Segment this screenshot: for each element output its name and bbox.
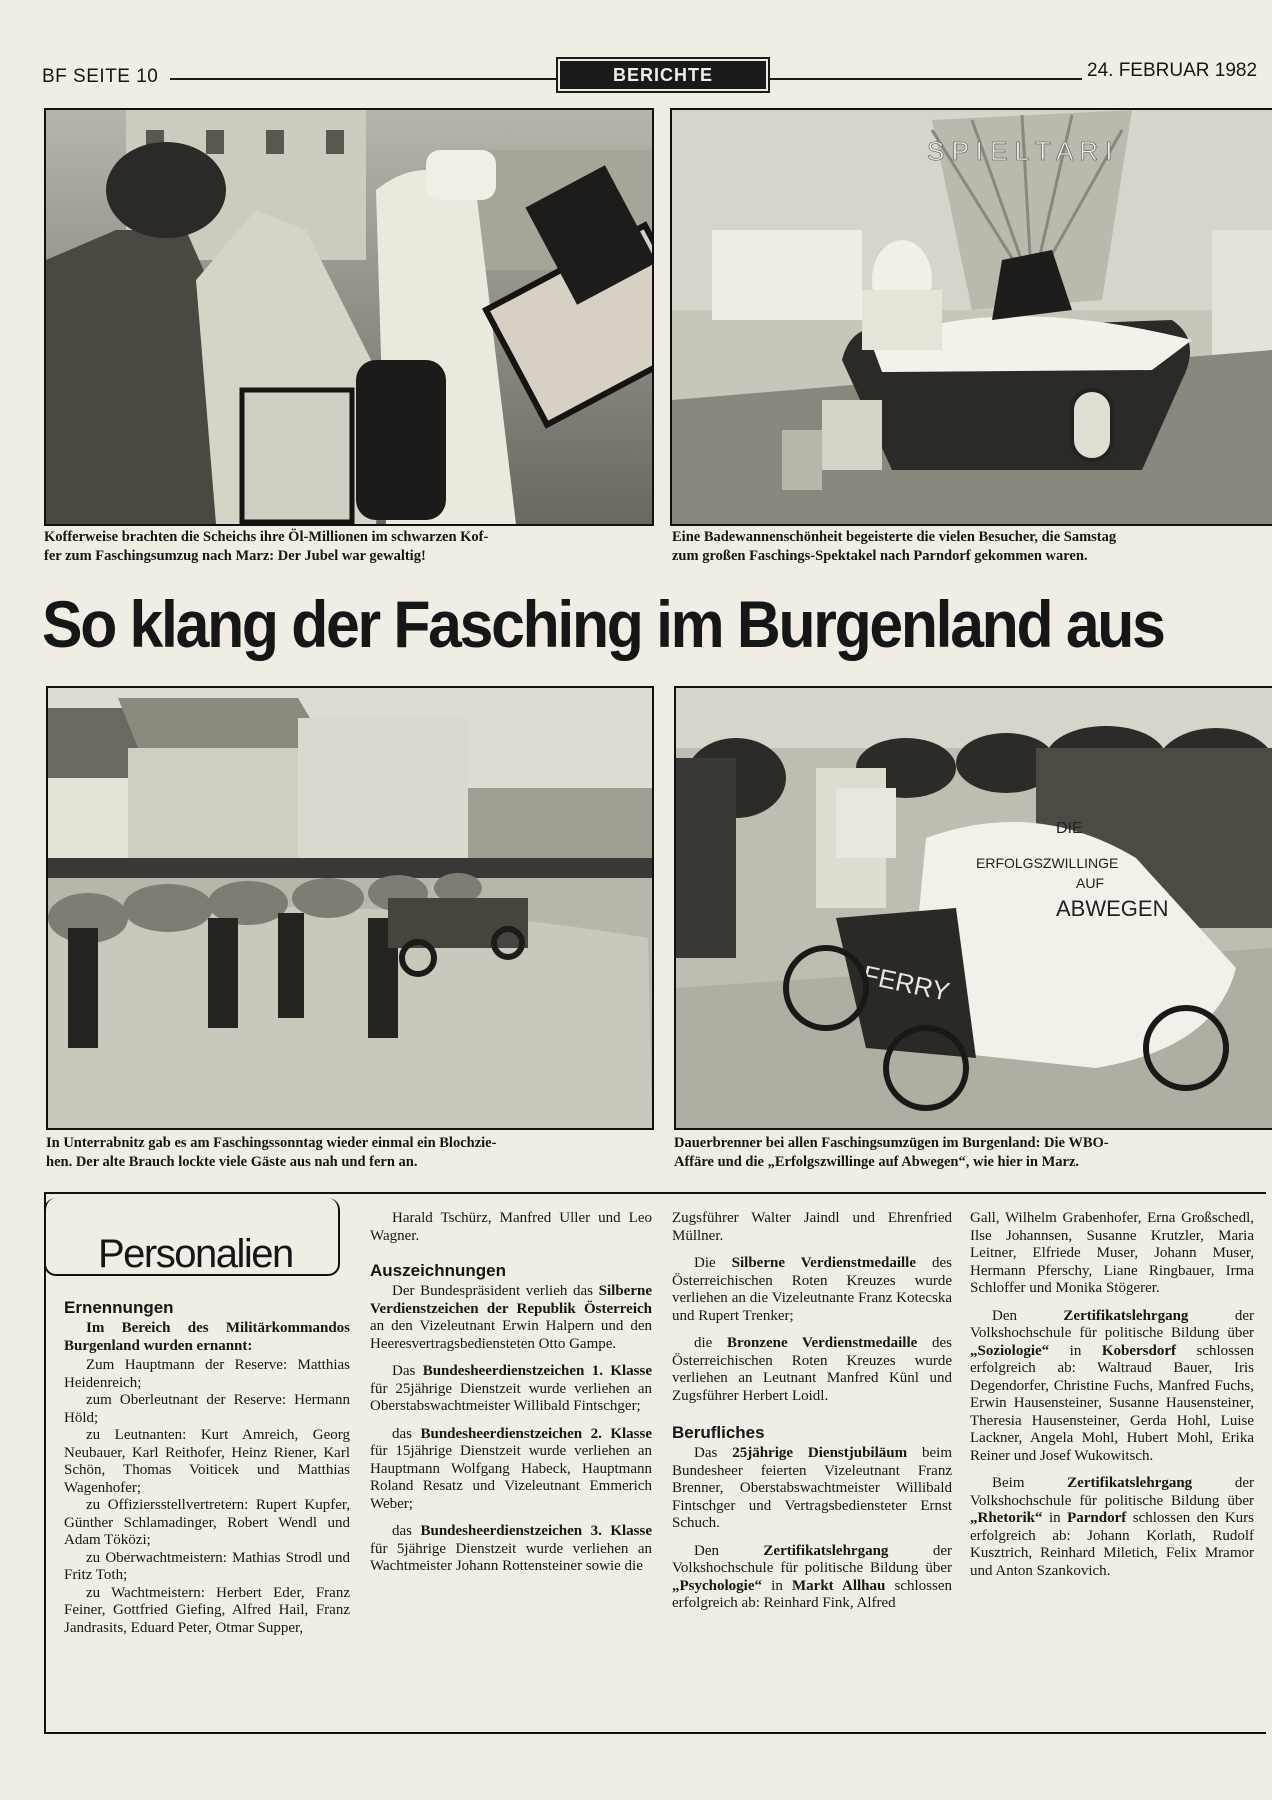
bold-run: Bundesheerdienstzeichen 3. Klasse: [420, 1523, 652, 1539]
lehrgang-para: [970, 1308, 1254, 1466]
caption-line: Eine Badewannenschönheit begeisterte die vielen Besucher, die Samstag: [672, 529, 1117, 545]
caption-line: Dauerbrenner bei allen Faschingsumzügen im Burgenland: Die WBO-: [674, 1135, 1109, 1151]
sign-line-4: ABWEGEN: [1056, 896, 1169, 921]
caption-line: Affäre und die „Erfolgszwillinge auf Abwegen“, wie hier in Marz.: [674, 1154, 1080, 1170]
text-run: das: [392, 1425, 421, 1442]
bold-run: Silberne Verdienstmedaille: [731, 1255, 916, 1271]
bold-run: Zertifikatslehrgang: [763, 1542, 889, 1559]
header-rule-right: [768, 78, 1082, 80]
text-run: an den Vizeleutnant Erwin Halpern und den Heeresvertragsbediensteten Otto Gampe.: [370, 1318, 652, 1352]
text-run: der Volkshochschule für politische Bildung über: [672, 1542, 952, 1576]
text-run: für 25jährige Dienstzeit wurde verliehen an Oberstabswachtmeister Willibald Fintschger;: [370, 1380, 652, 1414]
text-run: in: [1042, 1510, 1068, 1526]
ernennung-para: zu Oberwachtmeistern: Mathias Strodl und Fritz Toth;: [64, 1549, 350, 1583]
caption-line: Kofferweise brachten die Scheichs ihre Öl-Millionen im schwarzen Kof-: [44, 529, 489, 545]
cart-text: FERRY: [860, 959, 953, 1007]
medaille-para: [672, 1335, 952, 1405]
lehrgang-para: [970, 1475, 1254, 1580]
heading-berufliches: Berufliches: [672, 1423, 765, 1442]
text-run: des Österreichischen Roten Kreuzes wurde verliehen an Leutnant Manfred Künl und Zugsführer Herbert Loidl.: [672, 1335, 953, 1404]
col2-lead: Harald Tschürz, Manfred Uller und Leo Wagner.: [370, 1210, 652, 1244]
photo-blochziehen-image: [48, 688, 652, 1128]
ernennungen-intro: Im Bereich des Militärkommandos Burgenland wurden ernannt:: [64, 1320, 350, 1354]
text-run: schlossen erfolgreich ab: Reinhard Fink, Alfred: [672, 1577, 952, 1611]
text-run: Den: [992, 1307, 1064, 1324]
bold-run: Silberne Verdienstzeichen der Republik Österreich: [370, 1283, 652, 1317]
text-run: Beim: [992, 1475, 1068, 1491]
text-run: des Österreichischen Roten Kreuzes wurde verliehen an die Vizeleutnante Franz Kotecska und Rupert Trenker;: [672, 1255, 952, 1324]
auszeichnung-para: [370, 1523, 652, 1576]
auszeichnung-para: [370, 1363, 652, 1416]
caption-blochziehen: [46, 1134, 656, 1172]
bold-run: Kobersdorf: [1101, 1342, 1177, 1359]
auszeichnung-para: [370, 1426, 652, 1514]
bold-run: Markt Allhau: [792, 1577, 886, 1594]
caption-scheichs: [44, 528, 654, 566]
text-run: Das: [392, 1363, 423, 1379]
photo-scheichs: [44, 108, 654, 526]
sign-line-1: DIE: [1056, 820, 1083, 837]
bold-run: Bronzene Verdienstmedaille: [727, 1335, 918, 1351]
issue-date: 24. FEBRUAR 1982: [1087, 60, 1258, 81]
header-rule-left: [170, 78, 556, 80]
text-run: beim Bundesheer feierten Vizeleutnant Franz Brenner, Oberstabswachtmeister Willibald Fintschger und Vertragsbediensteter Ernst Schuch.: [672, 1445, 952, 1531]
photo-erfolgszwillinge-image: [676, 688, 1272, 1128]
ernennung-para: zu Offiziersstellvertretern: Rupert Kupfer, Günther Schlamadinger, Robert Wendl und Adam Töközi;: [64, 1497, 350, 1548]
beruf-para: [672, 1445, 952, 1533]
text-run: Den: [694, 1542, 764, 1559]
text-run: der Volkshochschule für politische Bildung über: [970, 1475, 1254, 1509]
headline: So klang der Fasching im Burgenland aus: [42, 587, 1164, 661]
bold-run: Zertifikatslehrgang: [1063, 1307, 1189, 1324]
bold-run: 25jährige Dienstjubiläum: [732, 1445, 908, 1461]
caption-line: fer zum Faschingsumzug nach Marz: Der Jubel war gewaltig!: [44, 548, 426, 564]
bold-run: Bundesheerdienstzeichen 1. Klasse: [422, 1363, 652, 1379]
photo-banner-text: S P I E L T A R I: [927, 136, 1113, 166]
caption-line: In Unterrabnitz gab es am Faschingssonntag wieder einmal ein Blochzie-: [46, 1135, 497, 1151]
sign-line-2: ERFOLGSZWILLINGE: [976, 855, 1119, 871]
col4-lead: Gall, Wilhelm Grabenhofer, Erna Großschedl, Ilse Johannsen, Susanne Krutzler, Maria Leitner, Elfriede Muser, Johann Muser, Hermann Pferschy, Liane Ringbauer, Irma Schloffer und Monika Stögerer.: [970, 1210, 1254, 1296]
text-run: für 15jährige Dienstzeit wurde verliehen an Hauptmann Wolfgang Habeck, Hauptmann Roland Resatz und Vizeleutnant Emmerich Weber;: [370, 1443, 652, 1512]
text-run: in: [1049, 1342, 1102, 1359]
personalien-col-2: [370, 1210, 652, 1586]
bold-run: Bundesheerdienstzeichen 2. Klasse: [420, 1425, 652, 1442]
heading-ernennungen: Ernennungen: [64, 1298, 174, 1317]
photo-erfolgszwillinge: [674, 686, 1272, 1130]
ernennung-para: zu Wachtmeistern: Herbert Eder, Franz Feiner, Gottfried Giefing, Alfred Hail, Franz Jandrasits, Eduard Peter, Otmar Supper,: [64, 1584, 350, 1636]
text-run: Das: [694, 1445, 733, 1461]
text-run: in: [762, 1577, 792, 1594]
page-header: [0, 0, 1272, 100]
photo-blochziehen: [46, 686, 654, 1130]
col3-lead: Zugsführer Walter Jaindl und Ehrenfried Müllner.: [672, 1210, 952, 1244]
bold-run: Zertifikatslehrgang: [1067, 1475, 1193, 1491]
photo-badewanne: [670, 108, 1272, 526]
caption-line: hen. Der alte Brauch lockte viele Gäste aus nah und fern an.: [46, 1154, 418, 1170]
photo-scheichs-image: [46, 110, 652, 524]
auszeichnung-para: [370, 1283, 652, 1353]
heading-auszeichnungen: Auszeichnungen: [370, 1261, 507, 1280]
caption-badewanne: [672, 528, 1270, 566]
bold-run: „Soziologie“: [970, 1342, 1050, 1359]
personalien-col-1: [64, 1298, 350, 1637]
beruf-para: [672, 1543, 952, 1613]
caption-line: zum großen Faschings-Spektakel nach Parndorf gekommen waren.: [672, 548, 1088, 564]
personalien-col-4: [970, 1210, 1254, 1590]
medaille-para: [672, 1255, 952, 1325]
personalien-col-3: [672, 1210, 952, 1623]
ernennung-para: Zum Hauptmann der Reserve: Matthias Heidenreich;: [64, 1357, 350, 1391]
photo-badewanne-image: [672, 110, 1272, 524]
text-run: Die: [694, 1255, 732, 1271]
text-run: die: [694, 1335, 728, 1351]
bold-run: „Rhetorik“: [970, 1510, 1043, 1526]
page-id: BF SEITE 10: [42, 66, 159, 87]
personalien-title: Personalien: [98, 1232, 293, 1276]
text-run: schlossen erfolgreich ab: Waltraud Bauer, Iris Degendorfer, Christine Fuchs, Manfred Fuchs, Erwin Hausensteiner, Susanne Hausensteiner, Theresia Hausensteiner, Gerda Hohl, Luise Lackner, Angela Mohl, Hubert Mohl, Erika Reiner und Josef Wukowitsch.: [970, 1342, 1255, 1464]
ernennung-para: zum Oberleutnant der Reserve: Hermann Höld;: [64, 1392, 350, 1426]
text-run: schlossen den Kurs erfolgreich ab: Johann Korlath, Rudolf Kusztrich, Reinhard Miletich, Felix Mramor und Anton Szankovich.: [970, 1510, 1254, 1579]
bold-run: „Psychologie“: [672, 1577, 762, 1594]
text-run: der Volkshochschule für politische Bildung über: [970, 1307, 1254, 1341]
bold-run: Parndorf: [1067, 1510, 1127, 1526]
caption-erfolgszwillinge: [674, 1134, 1270, 1172]
text-run: das: [392, 1523, 421, 1539]
text-run: Der Bundespräsident verlieh das: [392, 1283, 599, 1299]
sign-line-3: AUF: [1076, 875, 1104, 891]
text-run: für 5jährige Dienstzeit wurde verliehen an Wachtmeister Johann Rottensteiner sowie die: [370, 1540, 652, 1574]
section-label: BERICHTE: [556, 57, 770, 93]
ernennung-para: zu Leutnanten: Kurt Amreich, Georg Neubauer, Karl Reithofer, Heinz Riener, Karl Schön, Thomas Voiticek und Matthias Wagenhofer;: [64, 1427, 350, 1496]
